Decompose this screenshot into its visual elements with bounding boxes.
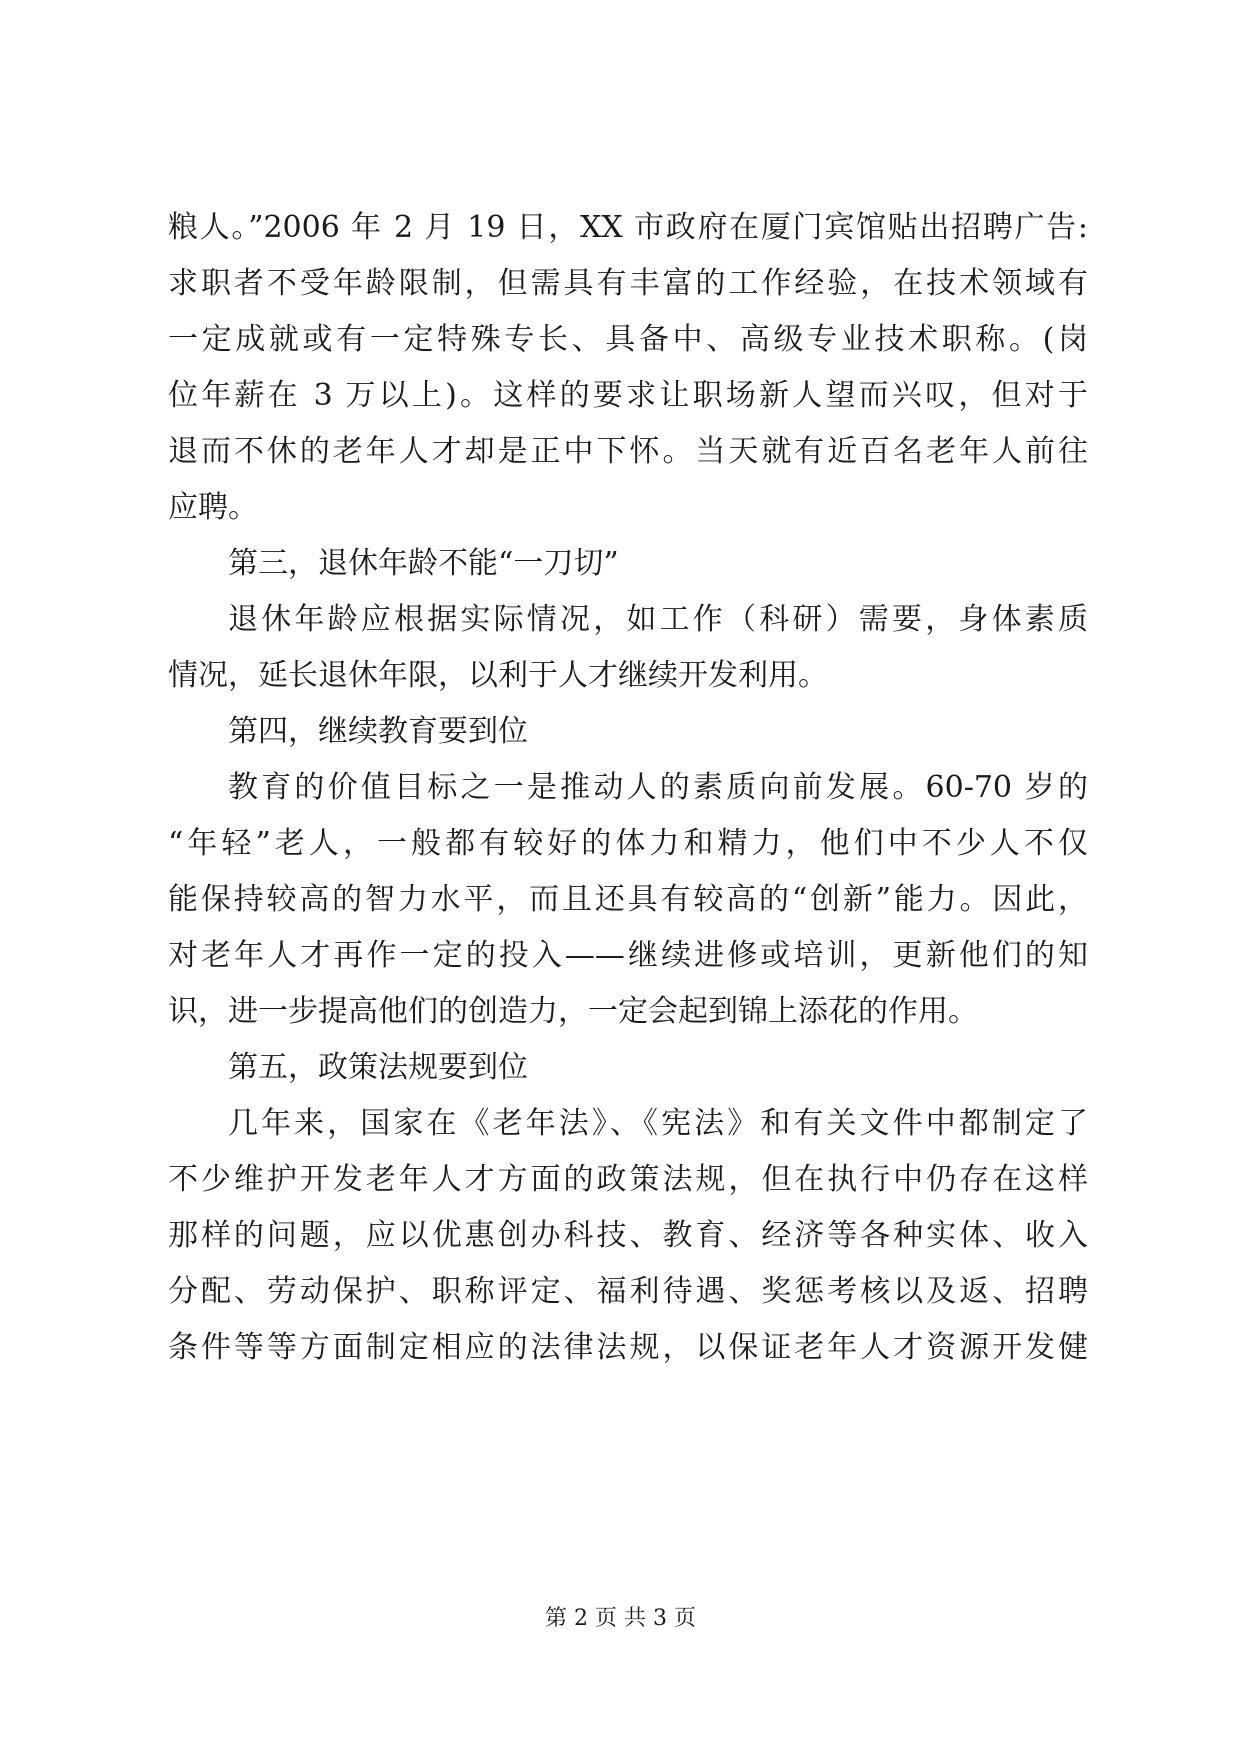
text-line: 识，进一步提高他们的创造力，一定会起到锦上添花的作用。	[168, 994, 978, 1029]
text-line: 退休年龄应根据实际情况，如工作（科研）需要，身体素质	[228, 602, 1088, 637]
page-number-label: 第 2 页 共 3 页	[545, 1606, 696, 1631]
text-line: 情况，延长退休年限，以利于人才继续开发利用。	[168, 658, 828, 693]
text-line: 不少维护开发老年人才方面的政策法规，但在执行中仍存在这样	[168, 1162, 1088, 1197]
text-line: 教育的价值目标之一是推动人的素质向前发展。60-70 岁的	[228, 770, 1088, 805]
section-heading: 第三，退休年龄不能“一刀切”	[228, 546, 619, 581]
text-line: 位年薪在 3 万以上)。这样的要求让职场新人望而兴叹，但对于	[168, 378, 1088, 413]
section-heading: 第五，政策法规要到位	[228, 1050, 528, 1085]
text-line: “年轻”老人，一般都有较好的体力和精力，他们中不少人不仅	[168, 826, 1088, 861]
text-line: 求职者不受年龄限制，但需具有丰富的工作经验，在技术领域有	[168, 266, 1088, 301]
text-line: 应聘。	[168, 490, 258, 525]
document-body	[168, 200, 1088, 1376]
text-line: 对老年人才再作一定的投入——继续进修或培训，更新他们的知	[168, 938, 1088, 973]
text-line: 一定成就或有一定特殊专长、具备中、高级专业技术职称。(岗	[168, 322, 1088, 357]
text-line: 条件等等方面制定相应的法律法规，以保证老年人才资源开发健	[168, 1330, 1088, 1365]
text-line: 分配、劳动保护、职称评定、福利待遇、奖惩考核以及返、招聘	[168, 1274, 1088, 1309]
text-line: 退而不休的老年人才却是正中下怀。当天就有近百名老年人前往	[168, 434, 1088, 469]
page-footer	[0, 1604, 1241, 1634]
text-line: 能保持较高的智力水平，而且还具有较高的“创新”能力。因此，	[168, 882, 1088, 917]
text-line: 那样的问题，应以优惠创办科技、教育、经济等各种实体、收入	[168, 1218, 1088, 1253]
section-heading: 第四，继续教育要到位	[228, 714, 528, 749]
text-line: 粮人。”2006 年 2 月 19 日，XX 市政府在厦门宾馆贴出招聘广告:	[168, 210, 1088, 245]
text-line: 几年来，国家在《老年法》、《宪法》和有关文件中都制定了	[228, 1106, 1088, 1141]
